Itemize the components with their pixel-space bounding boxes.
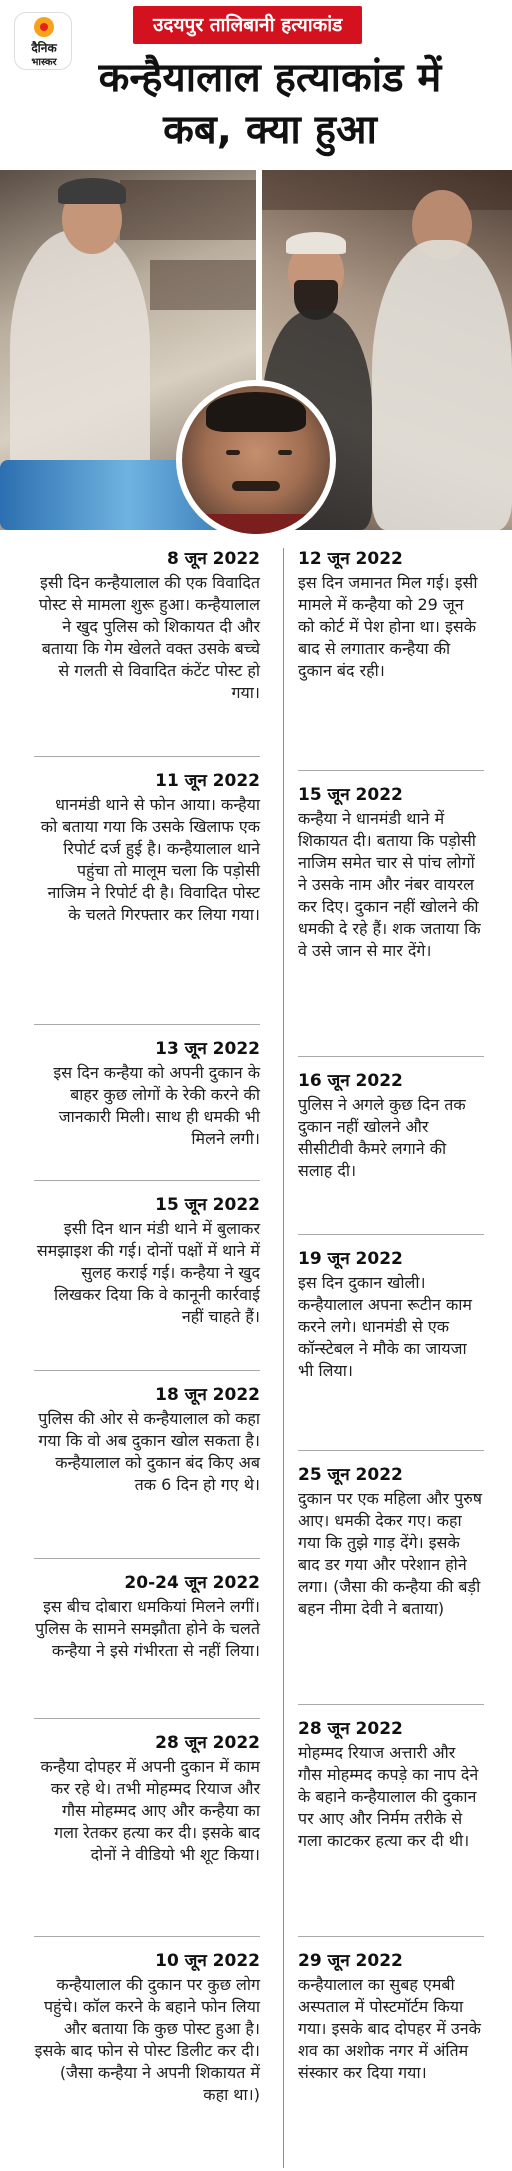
- entry-separator: [34, 1024, 260, 1025]
- entry-separator: [298, 1234, 484, 1235]
- page-title: कन्हैयालाल हत्याकांड में कब, क्या हुआ: [98, 55, 442, 153]
- entry-text: धानमंडी थाने से फोन आया। कन्हैया को बताया गया कि उसके खिलाफ एक रिपोर्ट दर्ज हुई है। कन्हैयालाल थाने पहुंचा तो मालूम चला कि पड़ोसी नाजिम ने रिपोर्ट दी है। विवादित पोस्ट के चलते गिरफ्तार कर लिया गया।: [40, 795, 260, 924]
- timeline-entry: [34, 1572, 260, 1662]
- header: [0, 0, 512, 170]
- timeline-divider: [283, 548, 284, 2168]
- entry-separator: [34, 756, 260, 757]
- entry-date: 12 जून 2022: [298, 549, 403, 569]
- entry-date: 25 जून 2022: [298, 1465, 403, 1485]
- entry-separator: [34, 1936, 260, 1937]
- timeline-entry: [298, 1070, 484, 1182]
- entry-text: इस दिन कन्हैया को अपनी दुकान के बाहर कुछ लोगों के रेकी करने की जानकारी मिली। साथ ही धमकी भी मिलने लगी।: [53, 1063, 260, 1148]
- entry-date: 16 जून 2022: [298, 1071, 403, 1091]
- entry-separator: [298, 1056, 484, 1057]
- timeline-entry: [34, 1950, 260, 2106]
- entry-date: 28 जून 2022: [298, 1719, 403, 1739]
- entry-separator: [34, 1718, 260, 1719]
- entry-separator: [298, 1936, 484, 1937]
- entry-separator: [34, 1370, 260, 1371]
- timeline-entry: [34, 548, 260, 704]
- entry-text: मोहम्मद रियाज अत्तारी और गौस मोहम्मद कपड़े का नाप देने के बहाने कन्हैयालाल की दुकान पर आए और निर्मम तरीके से गला काटकर हत्या कर दी थी।: [298, 1743, 479, 1850]
- timeline-entry: [298, 1464, 484, 1620]
- entry-text: इस दिन दुकान खोली। कन्हैयालाल अपना रूटीन काम करने लगे। धानमंडी से एक कॉन्स्टेबल ने मौके का जायजा भी लिया।: [298, 1273, 472, 1380]
- entry-date: 13 जून 2022: [155, 1039, 260, 1059]
- entry-text: कन्हैयालाल की दुकान पर कुछ लोग पहुंचे। कॉल करने के बहाने फोन लिया और बताया कि कुछ पोस्ट हुआ है। इसके बाद फोन से पोस्ट डिलीट कर दी। (जैसा कन्हैया ने अपनी शिकायत में कहा था।): [34, 1975, 260, 2104]
- timeline-entry: [34, 1732, 260, 1866]
- entry-text: इसी दिन कन्हैयालाल की एक विवादित पोस्ट से मामला शुरू हुआ। कन्हैयालाल ने खुद पुलिस को शिकायत दी और बताया कि गेम खेलते वक्त उसके बच्चे से गलती से विवादित कंटेंट पोस्ट हो गया।: [38, 573, 260, 702]
- sun-icon: [34, 17, 54, 37]
- timeline-entry: [34, 770, 260, 926]
- entry-separator: [298, 1704, 484, 1705]
- entry-date: 29 जून 2022: [298, 1951, 403, 1971]
- logo-line-2: भास्कर: [31, 57, 57, 68]
- entry-separator: [34, 1180, 260, 1181]
- entry-text: कन्हैयालाल का सुबह एमबी अस्पताल में पोस्टमॉर्टम किया गया। इसके बाद दोपहर में उनके शव का अशोक नगर में अंतिम संस्कार कर दिया गया।: [298, 1975, 481, 2082]
- timeline-entry: [298, 1950, 484, 2084]
- entry-text: दुकान पर एक महिला और पुरुष आए। धमकी देकर गए। कहा गया कि तुझे गाड़ देंगे। इसके बाद डर गया और परेशान होने लगा। (जैसा की कन्हैया की बड़ी बहन नीमा देवी ने बताया): [298, 1489, 483, 1618]
- timeline-entry: [298, 1718, 484, 1852]
- entry-text: पुलिस की ओर से कन्हैयालाल को कहा गया कि वो अब दुकान खोल सकता है। कन्हैयालाल को दुकान बंद किए अब तक 6 दिन हो गए थे।: [38, 1409, 260, 1494]
- timeline-entry: [298, 548, 484, 682]
- timeline-entry: [34, 1384, 260, 1496]
- entry-separator: [34, 1558, 260, 1559]
- story-tag: उदयपुर तालिबानी हत्याकांड: [133, 6, 362, 44]
- entry-date: 28 जून 2022: [155, 1733, 260, 1753]
- entry-date: 18 जून 2022: [155, 1385, 260, 1405]
- entry-text: इस बीच दोबारा धमकियां मिलने लगीं। पुलिस के सामने समझौता होने के चलते कन्हैया ने इसे गंभीरता से नहीं लिया।: [35, 1597, 260, 1660]
- entry-text: पुलिस ने अगले कुछ दिन तक दुकान नहीं खोलने और सीसीटीवी कैमरे लगाने की सलाह दी।: [298, 1095, 466, 1180]
- entry-date: 19 जून 2022: [298, 1249, 403, 1269]
- timeline-entry: [298, 784, 484, 962]
- entry-date: 8 जून 2022: [166, 549, 260, 569]
- entry-text: इस दिन जमानत मिल गई। इसी मामले में कन्हैया को 29 जून को कोर्ट में पेश होना था। इसके बाद से लगातार कन्हैया की दुकान बंद रही।: [298, 573, 478, 680]
- entry-date: 10 जून 2022: [155, 1951, 260, 1971]
- timeline-entry: [34, 1038, 260, 1150]
- dainik-bhaskar-logo: [14, 12, 72, 70]
- logo-line-1: दैनिक: [31, 41, 57, 55]
- entry-text: कन्हैया ने धानमंडी थाने में शिकायत दी। बताया कि पड़ोसी नाजिम समेत चार से पांच लोगों ने उसके नाम और नंबर वायरल कर दिए। दुकान नहीं खोलने की धमकी दे रहे हैं। शक जताया कि वे उसे जान से मार देंगे।: [298, 809, 481, 960]
- entry-date: 15 जून 2022: [155, 1195, 260, 1215]
- entry-separator: [298, 1450, 484, 1451]
- timeline-entry: [34, 1194, 260, 1328]
- entry-date: 11 जून 2022: [155, 771, 260, 791]
- timeline-entry: [298, 1248, 484, 1382]
- entry-text: कन्हैया दोपहर में अपनी दुकान में काम कर रहे थे। तभी मोहम्मद रियाज और गौस मोहम्मद आए और कन्हैया का गला रेतकर हत्या कर दी। इसके बाद दोनों ने वीडियो भी शूट किया।: [40, 1757, 260, 1864]
- victim-portrait: [176, 380, 336, 540]
- entry-text: इसी दिन थान मंडी थाने में बुलाकर समझाइश की गई। दोनों पक्षों में थाने में सुलह कराई गई। कन्हैया ने खुद लिखकर दिया कि वे कानूनी कार्रवाई नहीं चाहते हैं।: [36, 1219, 260, 1326]
- entry-separator: [298, 770, 484, 771]
- entry-date: 15 जून 2022: [298, 785, 403, 805]
- entry-date: 20-24 जून 2022: [124, 1573, 260, 1593]
